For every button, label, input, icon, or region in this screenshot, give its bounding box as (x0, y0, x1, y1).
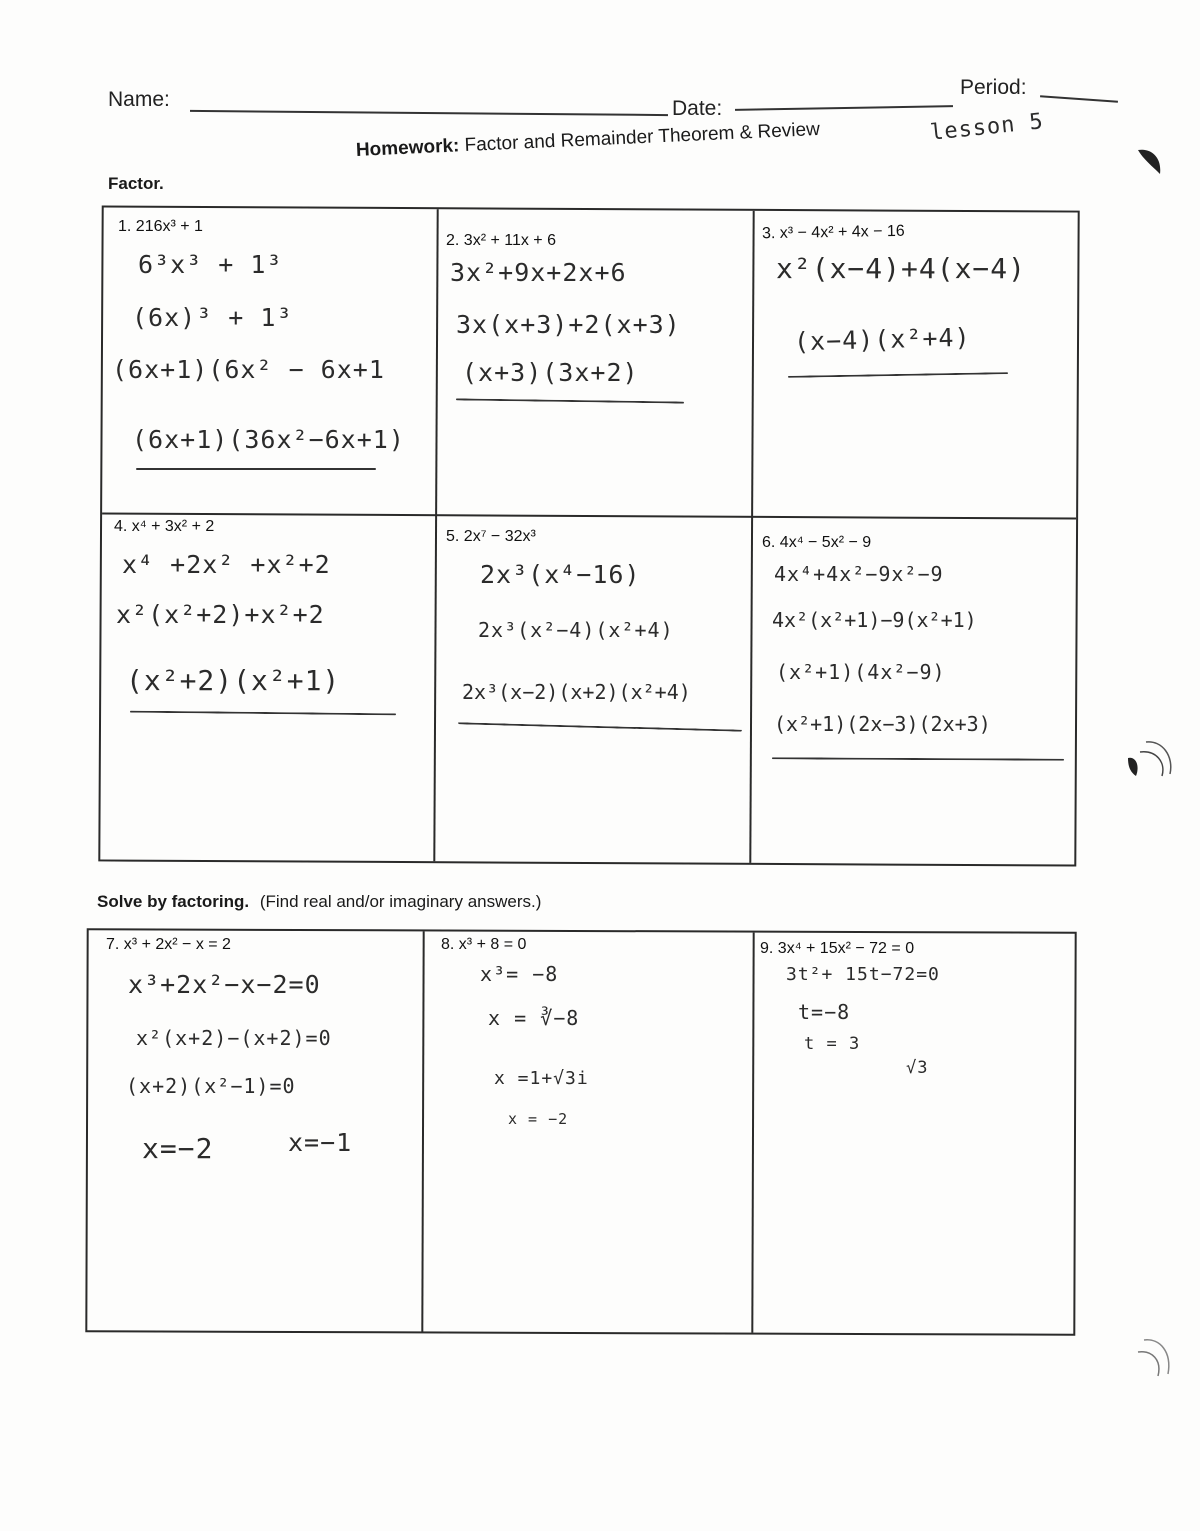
problem-1-work-1: 6³x³ + 1³ (138, 250, 283, 279)
factor-col-divider-2 (749, 211, 754, 863)
problem-2-work-2: 3x(x+3)+2(x+3) (456, 310, 681, 339)
lesson-note: lesson 5 (929, 109, 1045, 146)
solve-heading-note: (Find real and/or imaginary answers.) (259, 892, 542, 911)
problem-5-work-3: 2x³(x−2)(x+2)(x²+4) (462, 680, 691, 704)
problem-9-work-4: √3 (906, 1058, 929, 1078)
problem-3-work-2: (x−4)(x²+4) (793, 322, 971, 357)
problem-2-work-1: 3x²+9x+2x+6 (450, 258, 627, 287)
problem-1-work-2: (6x)³ + 1³ (132, 303, 293, 332)
period-field-line[interactable] (1040, 95, 1118, 102)
problem-7-answer-1: x=−2 (142, 1132, 214, 1165)
problem-9-work-2: t=−8 (798, 1000, 851, 1024)
factor-heading: Factor. (108, 174, 164, 193)
problem-1-work-3: (6x+1)(6x² − 6x+1 (112, 355, 385, 384)
hole-punch-mark-bottom (1128, 1330, 1178, 1380)
problem-8-work-1: x³= −8 (480, 962, 559, 986)
problem-7-answer-2: x=−1 (288, 1128, 353, 1157)
name-label: Name: (108, 88, 170, 111)
problem-4-work-3: (x²+2)(x²+1) (126, 664, 341, 697)
problem-5-label: 5. 2x⁷ − 32x³ (446, 528, 536, 545)
problem-6-work-2: 4x²(x²+1)−9(x²+1) (772, 608, 977, 632)
problem-9-label: 9. 3x⁴ + 15x² − 72 = 0 (760, 940, 915, 957)
factor-col-divider-1 (433, 209, 438, 861)
problem-2-label: 2. 3x² + 11x + 6 (446, 232, 556, 249)
problem-1-answer-underline (136, 468, 376, 470)
solve-heading-bold: Solve by factoring. (97, 892, 250, 911)
problem-6-work-4: (x²+1)(2x−3)(2x+3) (774, 712, 991, 736)
date-label: Date: (672, 97, 723, 120)
factor-row-divider (102, 512, 1076, 519)
problem-8-work-2: x = ∛−8 (488, 1006, 580, 1030)
name-field-line[interactable] (190, 110, 668, 116)
problem-1-work-4: (6x+1)(36x²−6x+1) (132, 425, 405, 454)
solve-col-divider-1 (421, 931, 424, 1331)
problem-6-work-1: 4x⁴+4x²−9x²−9 (774, 562, 944, 586)
problem-8-label: 8. x³ + 8 = 0 (441, 936, 527, 953)
solve-heading (97, 892, 541, 912)
hole-punch-mark-top (1132, 140, 1172, 180)
problem-1-label: 1. 216x³ + 1 (118, 218, 203, 235)
title-rest: Factor and Remainder Theorem & Review (464, 118, 821, 157)
problem-6-label: 6. 4x⁴ − 5x² − 9 (762, 534, 872, 551)
problem-4-work-2: x²(x²+2)+x²+2 (116, 600, 325, 629)
problem-4-label: 4. x⁴ + 3x² + 2 (114, 518, 215, 535)
period-label: Period: (960, 76, 1027, 99)
problem-3-work-1: x²(x−4)+4(x−4) (776, 252, 1027, 285)
problem-4-work-1: x⁴ +2x² +x²+2 (122, 550, 331, 579)
problem-2-work-3: (x+3)(3x+2) (462, 358, 639, 387)
problem-7-work-3: (x+2)(x²−1)=0 (126, 1074, 296, 1098)
problem-8-work-3: x =1+√3i (494, 1068, 589, 1089)
problem-7-work-2: x²(x+2)−(x+2)=0 (136, 1026, 332, 1050)
problem-7-work-1: x³+2x²−x−2=0 (128, 970, 321, 999)
date-field-line[interactable] (735, 105, 953, 111)
problem-9-work-3: t = 3 (804, 1034, 861, 1054)
problem-5-work-2: 2x³(x²−4)(x²+4) (478, 618, 674, 642)
problem-9-work-1: 3t²+ 15t−72=0 (786, 964, 940, 985)
page-title (356, 119, 821, 162)
hole-punch-mark-middle (1122, 730, 1182, 780)
title-bold: Homework: (355, 135, 460, 161)
problem-8-work-4: x = −2 (508, 1110, 569, 1128)
problem-6-work-3: (x²+1)(4x²−9) (776, 660, 946, 684)
solve-col-divider-2 (751, 933, 754, 1333)
problem-7-label: 7. x³ + 2x² − x = 2 (106, 936, 231, 953)
problem-3-label: 3. x³ − 4x² + 4x − 16 (761, 222, 905, 243)
problem-5-work-1: 2x³(x⁴−16) (480, 560, 641, 589)
